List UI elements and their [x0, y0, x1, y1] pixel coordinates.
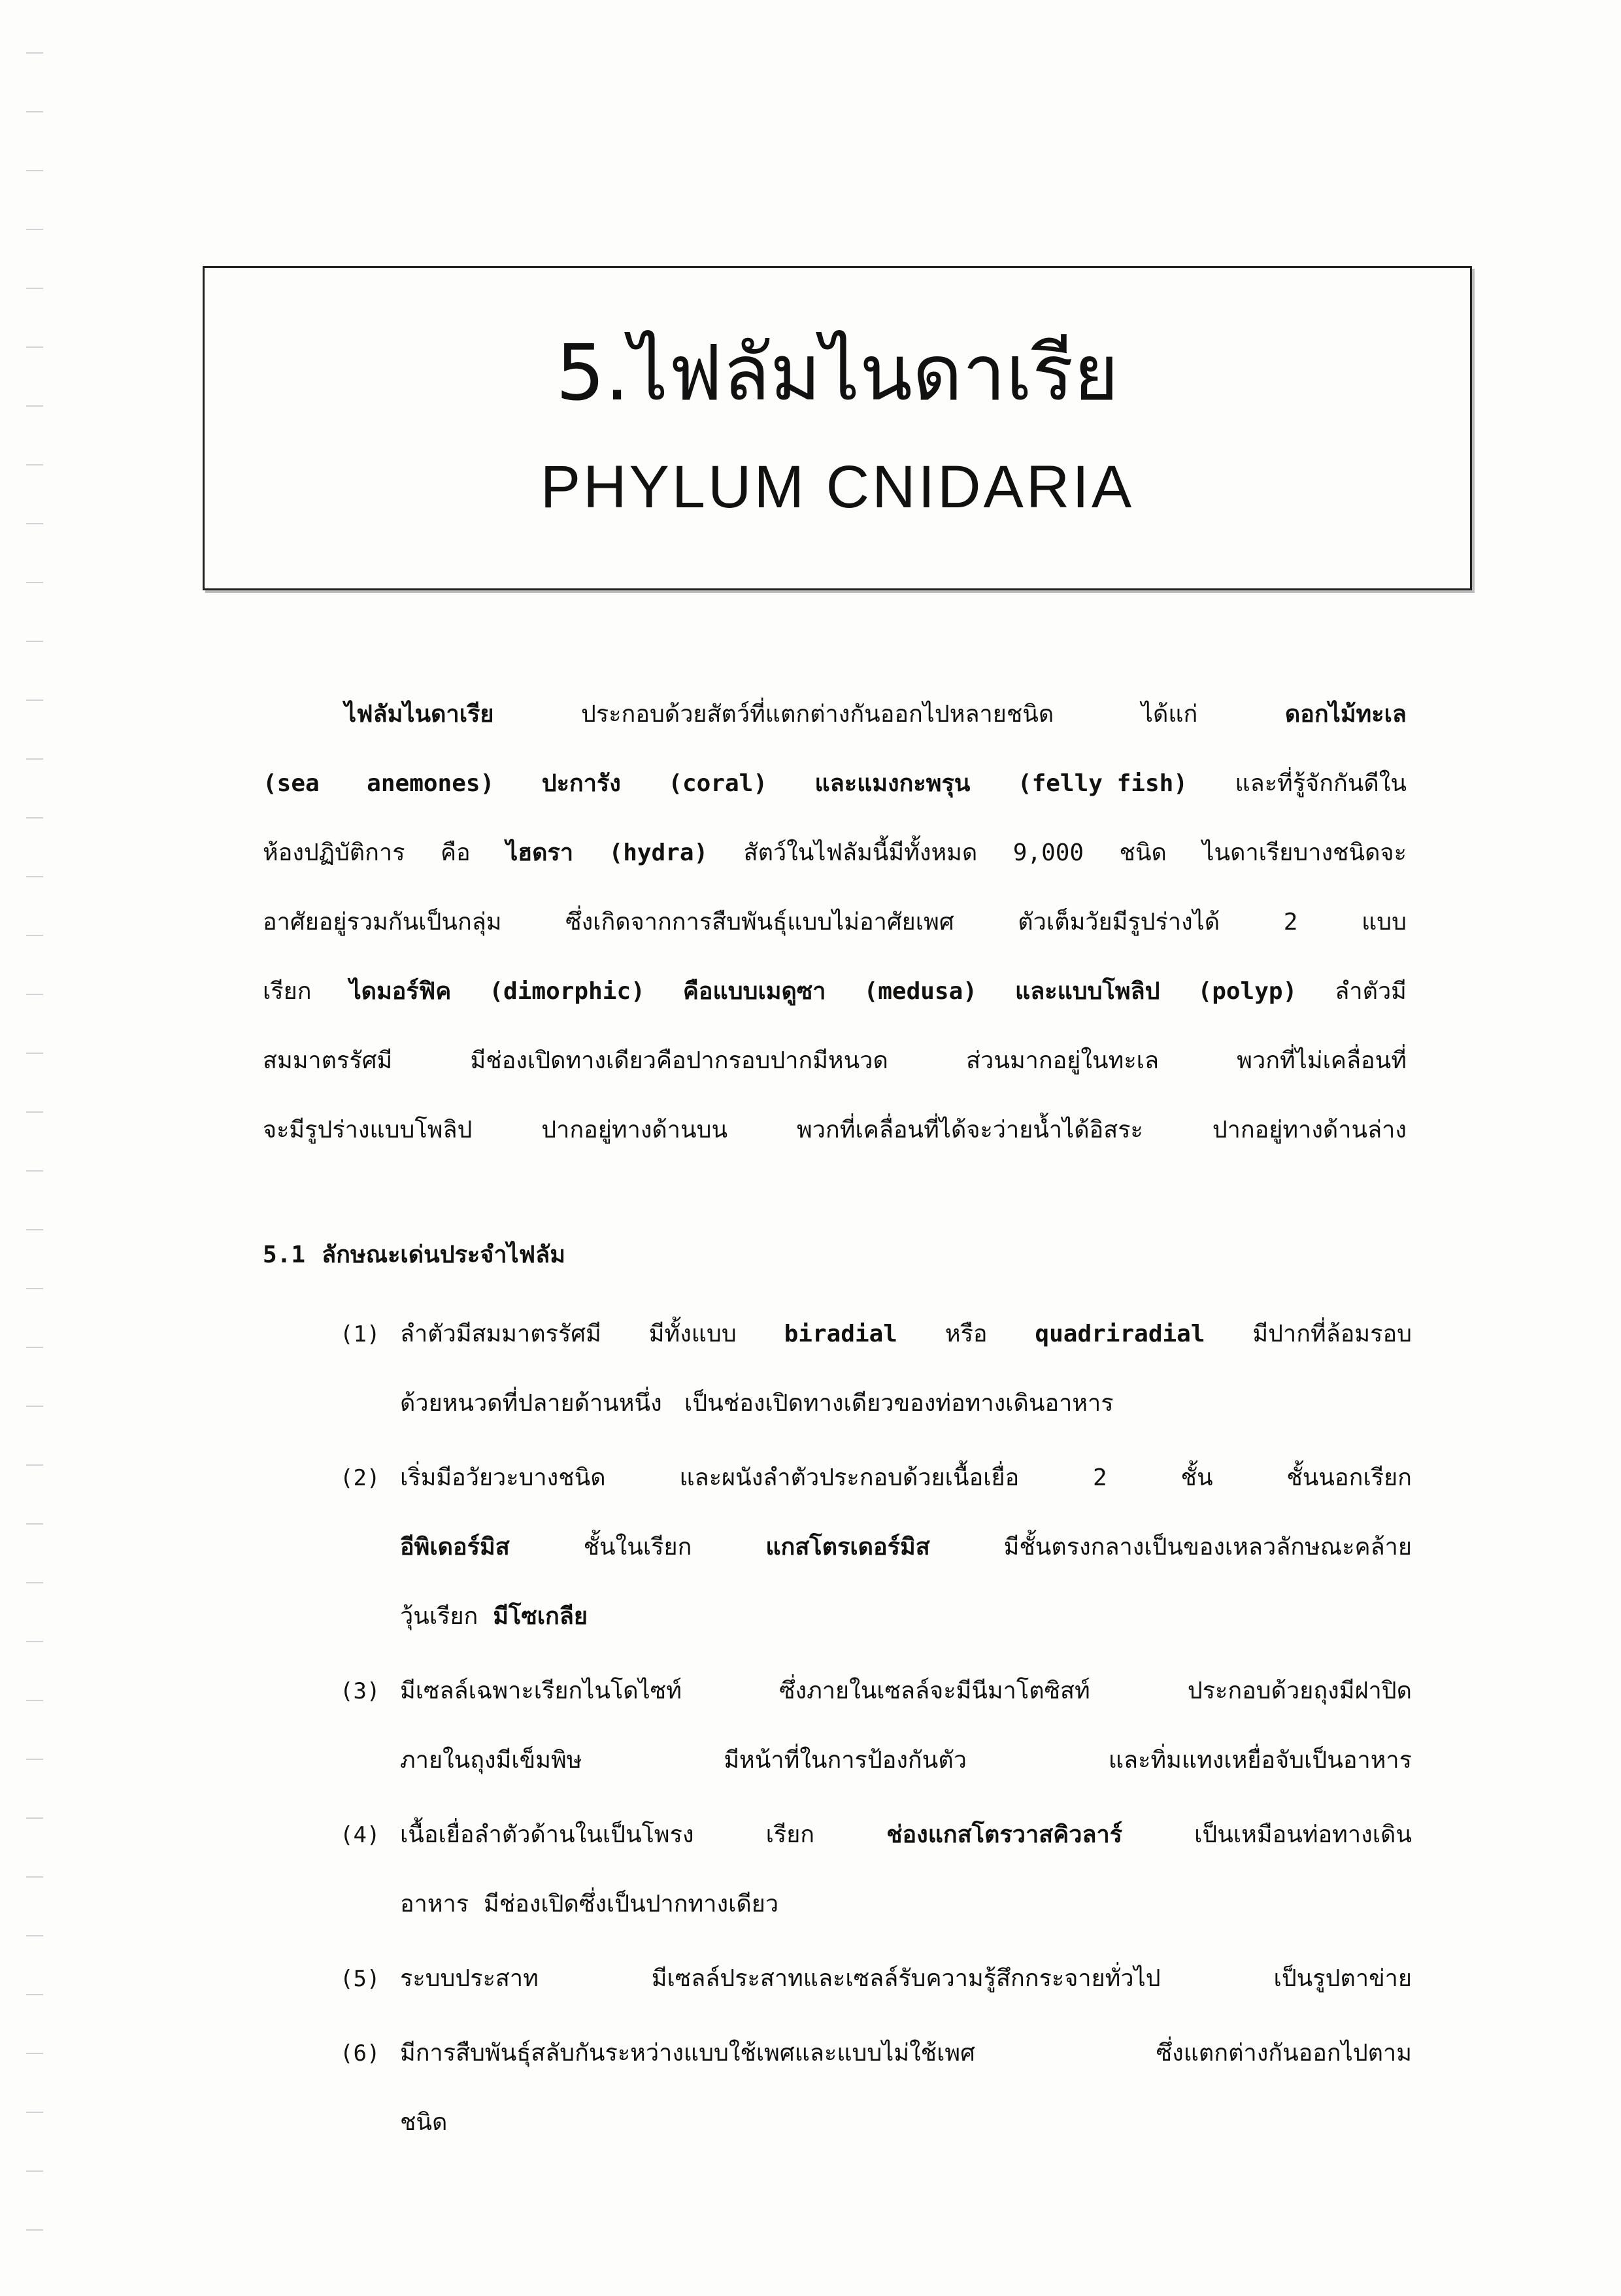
section-number: 5.1 [263, 1241, 306, 1268]
term: แกสโตรเดอร์มิส [765, 1534, 930, 1561]
text: เป็นเหมือนท่อทางเดิน [1194, 1821, 1412, 1848]
text: ได้แก่ [1141, 701, 1198, 728]
title-box [203, 266, 1472, 590]
term: quadriradial [1035, 1321, 1205, 1347]
term: (medusa) [863, 978, 977, 1005]
margin-ruler [26, 52, 46, 2275]
title-english: PHYLUM CNIDARIA [540, 454, 1135, 520]
term: อีพิเดอร์มิส [400, 1534, 510, 1561]
item-line [400, 1944, 1412, 2014]
item-number: (1) [340, 1321, 380, 1347]
text: ซึ่งเกิดจากการสืบพันธุ์แบบไม่อาศัยเพศ [565, 909, 954, 936]
text: ปากอยู่ทางด้านล่าง [1212, 1117, 1407, 1143]
text: 2 [1093, 1464, 1107, 1491]
text: ชั้นในเรียก [583, 1534, 692, 1561]
list-item [340, 1944, 1412, 2014]
list-item [340, 1800, 1412, 1939]
text: สัตว์ในไฟลัมนี้มีทั้งหมด [743, 839, 978, 866]
text: สมมาตรรัศมี [263, 1047, 393, 1074]
intro-line [263, 957, 1407, 1026]
text: มีเซลล์เฉพาะเรียกไนโดไซท์ [400, 1678, 682, 1704]
text: และผนังลำตัวประกอบด้วยเนื้อเยื่อ [679, 1464, 1020, 1491]
term: anemones) [367, 770, 495, 797]
text: ภายในถุงมีเข็มพิษ [400, 1747, 582, 1774]
term-sea-anemone-th: ดอกไม้ทะเล [1284, 701, 1407, 728]
list-item [340, 1657, 1412, 1795]
term: (coral) [668, 770, 768, 797]
text: เป็นช่องเปิดทางเดียวของท่อทางเดินอาหาร [684, 1390, 1114, 1417]
text: หรือ [944, 1321, 988, 1347]
item-line [400, 2019, 1412, 2088]
text: ลำตัวมีสมมาตรรัศมี [400, 1321, 601, 1347]
term: (dimorphic) [489, 978, 645, 1005]
text: 2 [1283, 909, 1298, 936]
text: ประกอบด้วยสัตว์ที่แตกต่างกันออกไปหลายชนิด [581, 701, 1054, 728]
item-line [400, 1443, 1412, 1513]
text: ด้วยหนวดที่ปลายด้านหนึ่ง [400, 1390, 662, 1417]
section-title: ลักษณะเด่นประจำไฟลัม [322, 1241, 565, 1268]
term: ปะการัง [541, 770, 621, 797]
term: ไดมอร์ฟิค [349, 978, 452, 1005]
term: คือแบบเมดูซา [682, 978, 826, 1005]
title-thai: 5.ไฟลัมไนดาเรีย [556, 328, 1119, 418]
text: มีทั้งแบบ [648, 1321, 737, 1347]
text: มีช่องเปิดซึ่งเป็นปากทางเดียว [484, 1891, 779, 1917]
term: ช่องแกสโตรวาสคิวลาร์ [886, 1821, 1123, 1848]
text: และที่รู้จักกันดีใน [1235, 770, 1407, 797]
item-line [400, 1369, 1412, 1438]
text: เริ่มมีอวัยวะบางชนิด [400, 1464, 606, 1491]
text: ประกอบด้วยถุงมีฝาปิด [1187, 1678, 1412, 1704]
item-number: (4) [340, 1822, 380, 1848]
text: จะมีรูปร่างแบบโพลิป [263, 1117, 473, 1143]
term: (felly fish) [1017, 770, 1188, 797]
text: อาศัยอยู่รวมกันเป็นกลุ่ม [263, 909, 502, 936]
term: (polyp) [1197, 978, 1297, 1005]
intro-line [263, 1096, 1407, 1165]
text: เรียก [765, 1821, 815, 1848]
text: วุ้นเรียก [400, 1603, 478, 1630]
feature-list [340, 1300, 1412, 2163]
list-item [340, 2019, 1412, 2157]
item-number: (6) [340, 2040, 380, 2067]
text: ซึ่งแตกต่างกันออกไปตาม [1156, 2040, 1412, 2067]
text: เป็นรูปตาข่าย [1273, 1965, 1412, 1992]
item-line [400, 1582, 1412, 1651]
intro-line [263, 680, 1407, 749]
term-hydra-th: ไฮดรา [506, 839, 574, 866]
intro-line [263, 1026, 1407, 1096]
text: อาหาร [400, 1891, 469, 1917]
text: มีช่องเปิดทางเดียวคือปากรอบปากมีหนวด [470, 1047, 888, 1074]
term-cnidaria: ไฟลัมไนดาเรีย [344, 701, 494, 728]
text: มีชั้นตรงกลางเป็นของเหลวลักษณะคล้าย [1003, 1534, 1412, 1561]
section-heading [263, 1229, 565, 1281]
species-count: 9,000 [1012, 839, 1084, 866]
text: แบบ [1362, 909, 1407, 936]
term: biradial [784, 1321, 897, 1347]
term: (sea [263, 770, 320, 797]
term: มีโซเกลีย [493, 1603, 588, 1630]
text: คือ [440, 839, 471, 866]
text: และทิ่มแทงเหยื่อจับเป็นอาหาร [1108, 1747, 1412, 1774]
intro-paragraph [263, 680, 1407, 1165]
item-line [400, 1870, 1412, 1939]
intro-line [263, 819, 1407, 888]
text: ชั้น [1180, 1464, 1213, 1491]
text: ลำตัวมี [1335, 978, 1407, 1005]
item-line [400, 1300, 1412, 1369]
item-number: (5) [340, 1966, 380, 1992]
term: และแมงกะพรุน [814, 770, 971, 797]
term: และแบบโพลิป [1015, 978, 1160, 1005]
text: ชนิด [400, 2109, 448, 2136]
text: พวกที่เคลื่อนที่ได้จะว่ายน้ำได้อิสระ [796, 1117, 1143, 1143]
text: มีการสืบพันธุ์สลับกันระหว่างแบบใช้เพศและแบบไม่ใช้เพศ [400, 2040, 975, 2067]
text: ตัวเต็มวัยมีรูปร่างได้ [1018, 909, 1220, 936]
text: ส่วนมากอยู่ในทะเล [966, 1047, 1160, 1074]
item-line [400, 1800, 1412, 1870]
item-line [400, 2088, 1412, 2157]
term-hydra: (hydra) [609, 839, 709, 866]
intro-line [263, 749, 1407, 819]
item-line [400, 1513, 1412, 1582]
item-number: (3) [340, 1678, 380, 1704]
text: ห้องปฏิบัติการ [263, 839, 405, 866]
intro-line [263, 888, 1407, 957]
text: เรียก [263, 978, 312, 1005]
text: ชั้นนอกเรียก [1286, 1464, 1412, 1491]
text: มีเซลล์ประสาทและเซลล์รับความรู้สึกกระจายทั่วไป [651, 1965, 1161, 1992]
text: ระบบประสาท [400, 1965, 539, 1992]
text: ไนดาเรียบางชนิดจะ [1202, 839, 1407, 866]
text: ปากอยู่ทางด้านบน [541, 1117, 728, 1143]
text: ซึ่งภายในเซลล์จะมีนีมาโตซิสท์ [779, 1678, 1090, 1704]
text: มีหน้าที่ในการป้องกันตัว [724, 1747, 967, 1774]
text: ชนิด [1119, 839, 1167, 866]
text: พวกที่ไม่เคลื่อนที่ [1237, 1047, 1407, 1074]
list-item [340, 1443, 1412, 1651]
item-line [400, 1726, 1412, 1795]
list-item [340, 1300, 1412, 1438]
item-line [400, 1657, 1412, 1726]
item-number: (2) [340, 1465, 380, 1491]
text: มีปากที่ล้อมรอบ [1252, 1321, 1412, 1347]
text: เนื้อเยื่อลำตัวด้านในเป็นโพรง [400, 1821, 694, 1848]
